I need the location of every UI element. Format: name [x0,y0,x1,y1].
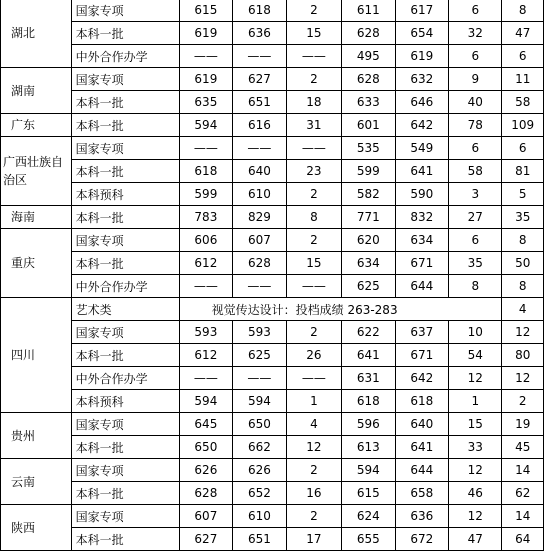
value-cell: 54 [449,344,502,367]
province-cell: 湖南 [1,68,72,114]
value-cell: 596 [342,413,395,436]
table-row [1,160,544,183]
value-cell: 40 [449,91,502,114]
category-cell: 国家专项 [71,68,179,91]
value-cell: 64 [502,528,544,551]
value-cell: 627 [179,528,233,551]
value-cell: 599 [179,183,233,206]
category-cell: 本科一批 [71,436,179,459]
value-cell: 2 [286,183,341,206]
value-cell: 634 [342,252,395,275]
value-cell: 12 [502,321,544,344]
value-cell: 611 [342,0,395,22]
value-cell: 652 [233,482,287,505]
value-cell: 620 [342,229,395,252]
value-cell: 590 [395,183,448,206]
table-row [1,252,544,275]
value-cell: 671 [395,344,448,367]
value-cell: 640 [395,413,448,436]
category-cell: 国家专项 [71,459,179,482]
value-cell: 655 [342,528,395,551]
value-cell: 15 [286,252,341,275]
value-cell: 16 [286,482,341,505]
value-cell: 58 [502,91,544,114]
value-cell: 549 [395,137,448,160]
table-row [1,298,544,321]
value-cell: 644 [395,459,448,482]
category-cell: 本科一批 [71,528,179,551]
value-cell: 829 [233,206,287,229]
value-cell: 651 [233,91,287,114]
value-cell: 582 [342,183,395,206]
value-cell: 627 [233,68,287,91]
category-cell: 艺术类 [71,298,179,321]
value-cell: 832 [395,206,448,229]
table-row [1,114,544,137]
table-row [1,505,544,528]
table-row [1,390,544,413]
value-cell: 617 [395,0,448,22]
value-cell: 632 [395,68,448,91]
value-cell: 58 [449,160,502,183]
value-cell: 612 [179,252,233,275]
table-row [1,229,544,252]
table-row [1,459,544,482]
province-cell: 四川 [1,298,72,413]
value-cell: 618 [342,390,395,413]
value-cell: 607 [233,229,287,252]
value-cell: 606 [179,229,233,252]
value-cell: 783 [179,206,233,229]
table-row [1,91,544,114]
value-cell: 495 [342,45,395,68]
value-cell: 641 [395,436,448,459]
value-cell: 601 [342,114,395,137]
category-cell: 中外合作办学 [71,45,179,68]
table-row [1,528,544,551]
category-cell: 本科一批 [71,206,179,229]
value-cell: 3 [449,183,502,206]
table-row [1,344,544,367]
table-row [1,413,544,436]
value-cell: 9 [449,68,502,91]
value-cell: 47 [449,528,502,551]
category-cell: 国家专项 [71,137,179,160]
value-cell: 622 [342,321,395,344]
table-row [1,482,544,505]
value-cell: 644 [395,275,448,298]
category-cell: 本科一批 [71,344,179,367]
value-cell: 46 [449,482,502,505]
value-cell: 625 [342,275,395,298]
value-cell: 671 [395,252,448,275]
value-cell: 2 [286,321,341,344]
table-row [1,206,544,229]
value-cell: 2 [286,229,341,252]
province-cell: 海南 [1,206,72,229]
value-cell: 628 [179,482,233,505]
value-cell: 50 [502,252,544,275]
value-cell: 4 [502,298,544,321]
value-cell: 17 [286,528,341,551]
value-cell: 672 [395,528,448,551]
value-cell: 15 [286,22,341,45]
value-cell: 6 [449,229,502,252]
value-cell: —— [179,45,233,68]
value-cell: 27 [449,206,502,229]
value-cell: —— [233,45,287,68]
category-cell: 本科一批 [71,482,179,505]
category-cell: 国家专项 [71,413,179,436]
value-cell: 32 [449,22,502,45]
value-cell: 35 [449,252,502,275]
value-cell: 12 [449,459,502,482]
value-cell: 624 [342,505,395,528]
value-cell: 645 [179,413,233,436]
note-cell: 视觉传达设计：投档成绩 263-283 [179,298,502,321]
value-cell: —— [179,275,233,298]
value-cell: 607 [179,505,233,528]
value-cell: 616 [233,114,287,137]
value-cell: 662 [233,436,287,459]
value-cell: 642 [395,367,448,390]
value-cell: 641 [395,160,448,183]
value-cell: 641 [342,344,395,367]
value-cell: 8 [502,0,544,22]
value-cell: 1 [286,390,341,413]
value-cell: 47 [502,22,544,45]
value-cell: 12 [502,367,544,390]
category-cell: 中外合作办学 [71,275,179,298]
value-cell: 642 [395,114,448,137]
value-cell: 650 [179,436,233,459]
value-cell: 615 [342,482,395,505]
value-cell: 637 [395,321,448,344]
category-cell: 国家专项 [71,0,179,22]
table-row [1,436,544,459]
value-cell: 593 [233,321,287,344]
value-cell: —— [233,137,287,160]
province-cell: 广东 [1,114,72,137]
value-cell: 33 [449,436,502,459]
table-row [1,0,544,22]
value-cell: 45 [502,436,544,459]
value-cell: 5 [502,183,544,206]
value-cell: 2 [286,505,341,528]
value-cell: 594 [342,459,395,482]
value-cell: 6 [502,137,544,160]
value-cell: 23 [286,160,341,183]
value-cell: 62 [502,482,544,505]
value-cell: 6 [449,137,502,160]
value-cell: 8 [449,275,502,298]
value-cell: 640 [233,160,287,183]
value-cell: 8 [502,229,544,252]
value-cell: 19 [502,413,544,436]
value-cell: 81 [502,160,544,183]
value-cell: 12 [449,505,502,528]
table-row [1,68,544,91]
value-cell: 15 [449,413,502,436]
value-cell: 80 [502,344,544,367]
value-cell: 78 [449,114,502,137]
value-cell: 615 [179,0,233,22]
value-cell: 626 [233,459,287,482]
value-cell: —— [286,45,341,68]
value-cell: 535 [342,137,395,160]
province-cell: 广西壮族自治区 [1,137,72,206]
value-cell: —— [233,275,287,298]
value-cell: 594 [233,390,287,413]
table-row [1,45,544,68]
value-cell: 618 [395,390,448,413]
category-cell: 中外合作办学 [71,367,179,390]
value-cell: 628 [233,252,287,275]
value-cell: 610 [233,183,287,206]
table-body [1,0,544,551]
category-cell: 本科一批 [71,114,179,137]
category-cell: 本科一批 [71,160,179,183]
value-cell: —— [179,367,233,390]
value-cell: 618 [233,0,287,22]
value-cell: —— [286,275,341,298]
value-cell: 650 [233,413,287,436]
value-cell: 646 [395,91,448,114]
value-cell: 628 [342,22,395,45]
category-cell: 本科预科 [71,390,179,413]
value-cell: 626 [179,459,233,482]
value-cell: 2 [286,68,341,91]
value-cell: 6 [449,45,502,68]
value-cell: 633 [342,91,395,114]
table-row [1,321,544,344]
category-cell: 国家专项 [71,321,179,344]
province-cell: 湖北 [1,0,72,68]
value-cell: 654 [395,22,448,45]
value-cell: 4 [286,413,341,436]
category-cell: 国家专项 [71,505,179,528]
value-cell: 658 [395,482,448,505]
value-cell: 619 [395,45,448,68]
value-cell: 8 [286,206,341,229]
value-cell: 636 [233,22,287,45]
value-cell: 628 [342,68,395,91]
value-cell: 8 [502,275,544,298]
value-cell: 11 [502,68,544,91]
value-cell: 31 [286,114,341,137]
category-cell: 本科一批 [71,252,179,275]
value-cell: 610 [233,505,287,528]
value-cell: 613 [342,436,395,459]
value-cell: 35 [502,206,544,229]
value-cell: 594 [179,390,233,413]
value-cell: 6 [449,0,502,22]
value-cell: 771 [342,206,395,229]
category-cell: 本科一批 [71,22,179,45]
value-cell: 12 [449,367,502,390]
value-cell: 12 [286,436,341,459]
value-cell: 619 [179,22,233,45]
value-cell: 635 [179,91,233,114]
value-cell: 10 [449,321,502,344]
category-cell: 本科预科 [71,183,179,206]
table-row [1,137,544,160]
category-cell: 本科一批 [71,91,179,114]
value-cell: 636 [395,505,448,528]
value-cell: 2 [502,390,544,413]
value-cell: —— [179,137,233,160]
value-cell: 593 [179,321,233,344]
value-cell: 6 [502,45,544,68]
province-cell: 陕西 [1,505,72,551]
value-cell: 612 [179,344,233,367]
value-cell: —— [233,367,287,390]
province-cell: 重庆 [1,229,72,298]
province-cell: 贵州 [1,413,72,459]
value-cell: 26 [286,344,341,367]
value-cell: 18 [286,91,341,114]
value-cell: 619 [179,68,233,91]
table-row [1,183,544,206]
value-cell: 14 [502,505,544,528]
value-cell: 651 [233,528,287,551]
category-cell: 国家专项 [71,229,179,252]
value-cell: —— [286,137,341,160]
value-cell: 2 [286,459,341,482]
value-cell: 1 [449,390,502,413]
province-cell: 云南 [1,459,72,505]
value-cell: 634 [395,229,448,252]
value-cell: 625 [233,344,287,367]
table-row [1,367,544,390]
value-cell: 2 [286,0,341,22]
value-cell: 618 [179,160,233,183]
table-row [1,22,544,45]
value-cell: 109 [502,114,544,137]
value-cell: 14 [502,459,544,482]
value-cell: —— [286,367,341,390]
value-cell: 599 [342,160,395,183]
value-cell: 631 [342,367,395,390]
table-row [1,275,544,298]
value-cell: 594 [179,114,233,137]
